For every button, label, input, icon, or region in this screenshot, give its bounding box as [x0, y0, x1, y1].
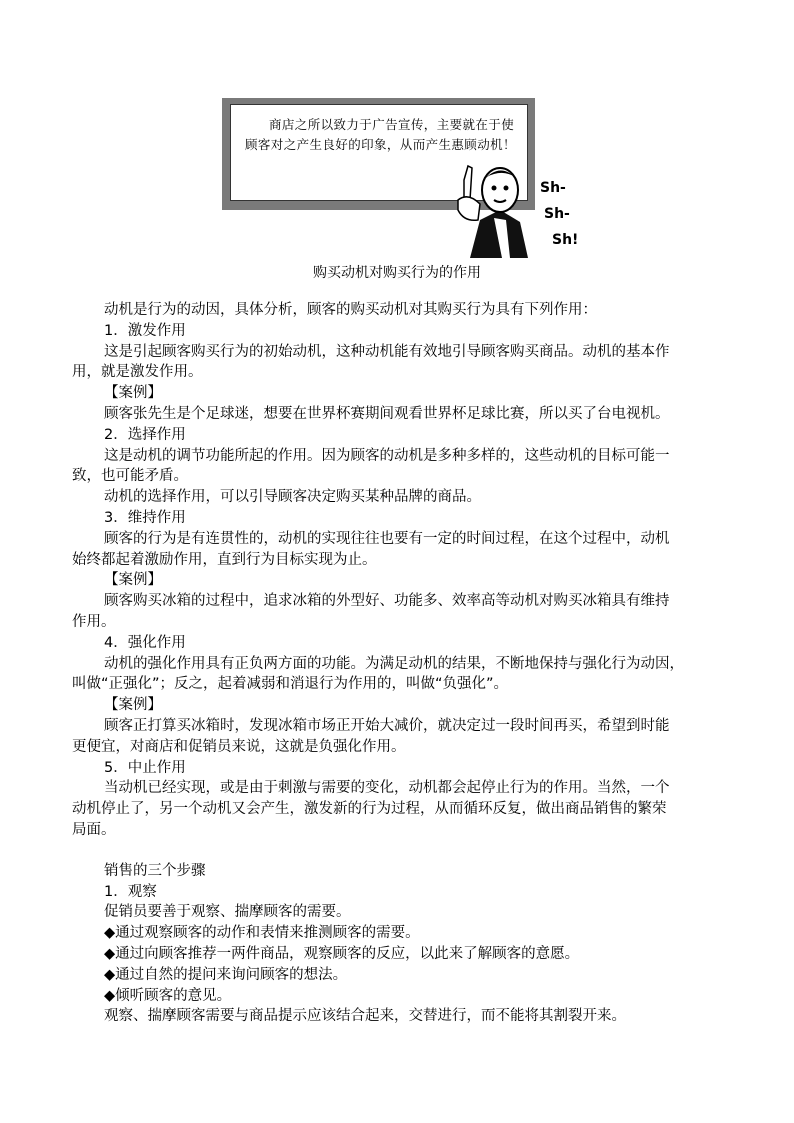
paragraph: 顾客购买冰箱的过程中，追求冰箱的外型好、功能多、效率高等动机对购买冰箱具有维持 — [104, 593, 670, 610]
paragraph: 动机的强化作用具有正负两方面的功能。为满足动机的结果，不断地保持与强化行为动因， — [104, 655, 684, 672]
paragraph: 观察、揣摩顾客需要与商品提示应该结合起来，交替进行，而不能将其割裂开来。 — [104, 1008, 626, 1025]
bullet-item: ◆倾听顾客的意见。 — [104, 987, 232, 1004]
paragraph: 局面。 — [72, 821, 116, 838]
section-title: 销售的三个步骤 — [104, 862, 206, 879]
illustration — [222, 98, 594, 258]
bullet-item: ◆通过向顾客推荐一两件商品，观察顾客的反应，以此来了解顾客的意愿。 — [104, 945, 580, 962]
paragraph: 当动机已经实现，或是由于刺激与需要的变化，动机都会起停止行为的作用。当然，一个 — [104, 780, 670, 797]
heading: 4．强化作用 — [104, 634, 186, 651]
paragraph: 这是动机的调节功能所起的作用。因为顾客的动机是多种多样的，这些动机的目标可能一 — [104, 447, 670, 464]
paragraph: 促销员要善于观察、揣摩顾客的需要。 — [104, 904, 351, 921]
paragraph: 作用。 — [72, 613, 116, 630]
bullet-item: ◆通过观察顾客的动作和表情来推测顾客的需要。 — [104, 925, 420, 942]
figure-caption: 购买动机对购买行为的作用 — [313, 265, 481, 281]
document-body — [72, 300, 734, 1027]
case-label: 【案例】 — [104, 697, 162, 714]
bullet-item: ◆通过自然的提问来询问顾客的想法。 — [104, 966, 348, 983]
heading: 1．激发作用 — [104, 322, 186, 339]
paragraph: 动机是行为的动因，具体分析，顾客的购买动机对其购买行为具有下列作用： — [104, 302, 597, 318]
paragraph: 始终都起着激励作用，直到行为目标实现为止。 — [72, 551, 377, 568]
paragraph: 致，也可能矛盾。 — [72, 468, 188, 485]
cartoon-sh-3: Sh! — [552, 232, 579, 248]
paragraph: 动机的选择作用，可以引导顾客决定购买某种品牌的商品。 — [104, 489, 481, 506]
heading: 3．维持作用 — [104, 509, 186, 526]
case-label: 【案例】 — [104, 385, 162, 402]
cartoon-sh-1: Sh- — [540, 180, 566, 196]
callout-text: 商店之所以致力于广告宣传，主要就在于使顾客对之产生良好的印象，从而产生惠顾动机！ — [245, 117, 516, 152]
cartoon-sh-2: Sh- — [544, 206, 570, 222]
heading: 5．中止作用 — [104, 759, 186, 776]
paragraph: 顾客张先生是个足球迷，想要在世界杯赛期间观看世界杯足球比赛，所以买了台电视机。 — [104, 405, 670, 422]
paragraph: 用，就是激发作用。 — [72, 364, 203, 381]
paragraph: 这是引起顾客购买行为的初始动机，这种动机能有效地引导顾客购买商品。动机的基本作 — [104, 343, 670, 360]
paragraph: 顾客正打算买冰箱时，发现冰箱市场正开始大减价，就决定过一段时间再买，希望到时能 — [104, 717, 670, 734]
paragraph: 顾客的行为是有连贯性的，动机的实现往往也要有一定的时间过程，在这个过程中，动机 — [104, 530, 670, 547]
heading: 1．观察 — [104, 883, 157, 900]
paragraph: 更便宜，对商店和促销员来说，这就是负强化作用。 — [72, 738, 406, 755]
case-label: 【案例】 — [104, 572, 162, 589]
paragraph: 动机停止了，另一个动机又会产生，激发新的行为过程，从而循环反复，做出商品销售的繁荣 — [72, 801, 667, 818]
heading: 2．选择作用 — [104, 426, 186, 443]
paragraph: 叫做“正强化”；反之，起着减弱和消退行为作用的，叫做“负强化”。 — [72, 676, 509, 693]
